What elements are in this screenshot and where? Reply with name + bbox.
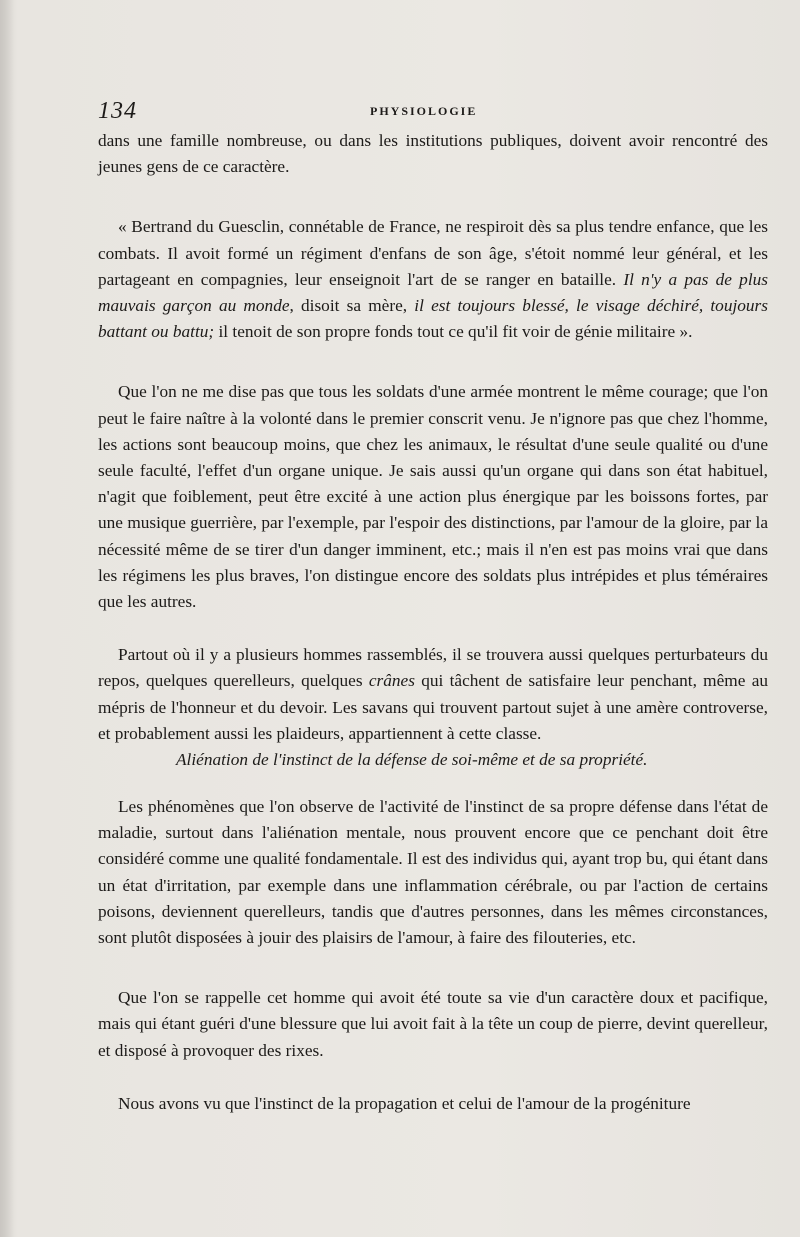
italic-text: crânes: [368, 671, 415, 691]
italic-text: il est toujours blessé, le visage déchiré, toujours battant ou battu;: [98, 296, 768, 342]
text-run: Que l'on se rappelle cet homme qui avoit été toute sa vie d'un caractère doux et pacifique, mais qui étant guéri d'une blessure que lui avoit fait à la tête un coup de pierre, devint querelleur, et disposé à provoquer des rixes.: [98, 988, 768, 1060]
text-run: Les phénomènes que l'on observe de l'activité de l'instinct de sa propre défense dans l'état de maladie, surtout dans l'aliénation mentale, nous prouvent encore que ce penchant doit être considéré comme une qualité fondamentale. Il est des individus qui, ayant trop bu, qui étant dans un état d'irritation, par exemple dans une inflammation cérébrale, ou par l'action de certains poisons, deviennent querelleurs, tandis que d'autres personnes, dans les mêmes circonstances, sont plutôt disposées à jouir des plaisirs de l'amour, à faire des filouteries, etc.: [98, 797, 768, 948]
paragraph-2-quote: [98, 214, 768, 345]
italic-text: Il n'y a pas de plus mauvais garçon au monde: [98, 269, 768, 316]
running-head: PHYSIOLOGIE: [370, 104, 478, 118]
text-run: Que l'on ne me dise pas que tous les soldats d'une armée montrent le même courage; que l'on peut le faire naître à la volonté dans le premier conscrit venu. Je n'ignore pas que chez l'homme, les actions sont beaucoup moins, que chez les animaux, le résultat d'une seule qualité ou d'une seule faculté, l'effet d'un organe unique. Je sais aussi qu'un organe qui dans son état habituel, n'agit que foiblement, peut être excité à une action plus énergique par les boissons fortes, par une musique guerrière, par l'exemple, par l'espoir des distinctions, par l'amour de la gloire, par la nécessité même de se tirer d'un danger imminent, etc.; mais il n'en est pas moins vrai que dans les régimens les plus braves, l'on distingue encore des soldats plus intrépides et plus téméraires que les autres.: [98, 382, 768, 612]
page-header: [98, 98, 770, 128]
paragraph-4: [98, 642, 768, 747]
text-run: Nous avons vu que l'instinct de la propagation et celui de l'amour de la progéniture: [118, 1093, 691, 1113]
text-run: il tenoit de son propre fonds tout ce qu'il fit voir de génie militaire ».: [214, 322, 693, 342]
paragraph-5: [98, 794, 768, 951]
text-run: « Bertrand du Guesclin, connétable de France, ne respiroit dès sa plus tendre enfance, que les combats. Il avoit formé un régiment d'enfans de son âge, s'étoit nommé leur général, et les partageant en compagnies, leur enseignoit l'art de se ranger en bataille.: [98, 217, 768, 289]
text-run: qui tâchent de satisfaire leur penchant, même au mépris de l'honneur et du devoir. Les savans qui trouvent partout sujet à une amère controverse, et probablement aussi les plaideurs, appartiennent à cette classe.: [98, 671, 768, 743]
paragraph-6: [98, 985, 768, 1064]
page-number: 134: [98, 98, 137, 124]
text-run: dans une famille nombreuse, ou dans les institutions publiques, doivent avoir rencontré des jeunes gens de ce caractère.: [98, 131, 768, 177]
text-run: , disoit sa mère,: [289, 296, 415, 316]
paragraph-1: [98, 128, 768, 180]
section-heading: Aliénation de l'instinct de la défense de soi-même et de sa propriété.: [176, 750, 648, 770]
binding-shadow: [0, 0, 14, 1237]
text-run: Partout où il y a plusieurs hommes rassemblés, il se trouvera aussi quelques perturbateurs du repos, quelques querelleurs, quelques: [98, 645, 768, 691]
paragraph-7: [98, 1091, 768, 1117]
paragraph-3: [98, 379, 768, 615]
page-body: [98, 128, 768, 1117]
